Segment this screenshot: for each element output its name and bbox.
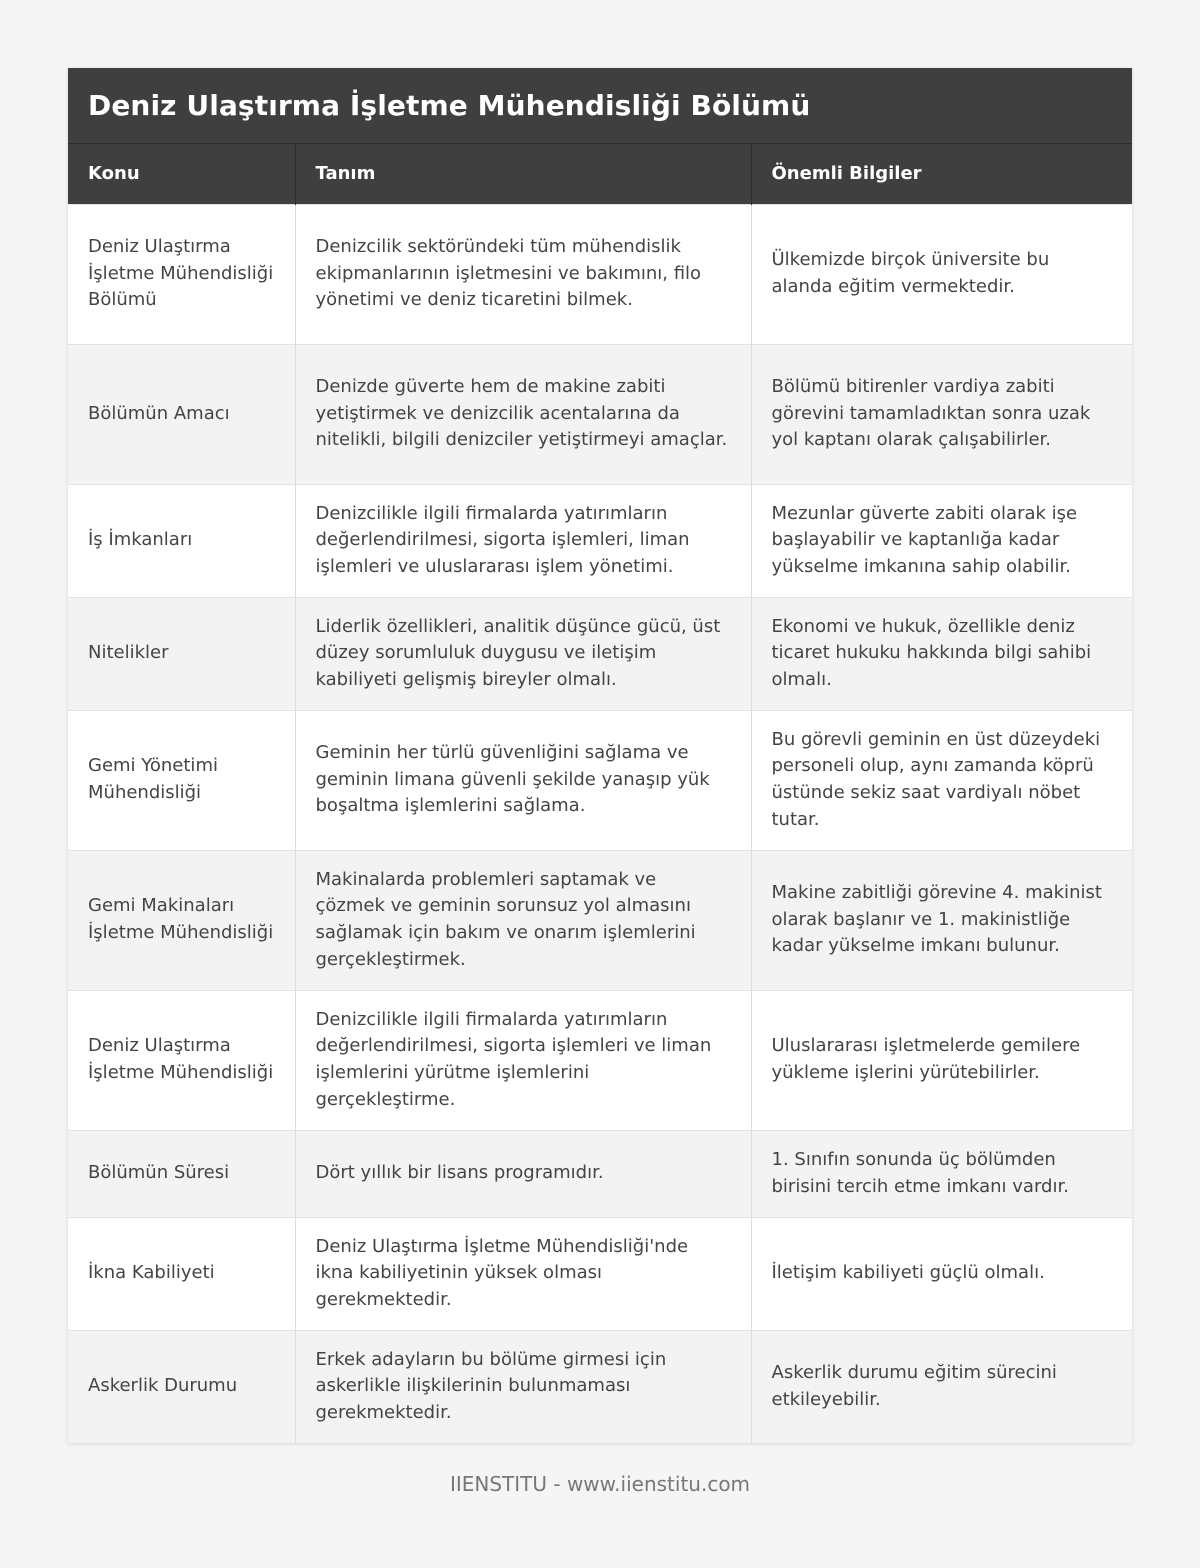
cell-bilgi: Ekonomi ve hukuk, özellikle deniz ticaret hukuku hakkında bilgi sahibi olmalı.: [751, 597, 1132, 710]
cell-bilgi: İletişim kabiliyeti güçlü olmalı.: [751, 1217, 1132, 1330]
column-header-tanim: Tanım: [295, 144, 751, 204]
cell-tanim: Geminin her türlü güvenliğini sağlama ve geminin limana güvenli şekilde yanaşıp yük boşaltma işlemlerini sağlama.: [295, 710, 751, 850]
cell-konu: Nitelikler: [68, 597, 295, 710]
cell-konu: Deniz Ulaştırma İşletme Mühendisliği Bölümü: [68, 204, 295, 344]
title-bar: [68, 68, 1132, 144]
column-header-onemli-bilgiler: Önemli Bilgiler: [751, 144, 1132, 204]
cell-tanim: Deniz Ulaştırma İşletme Mühendisliği'nde ikna kabiliyetinin yüksek olması gerekmektedir.: [295, 1217, 751, 1330]
cell-bilgi: Uluslararası işletmelerde gemilere yükleme işlerini yürütebilirler.: [751, 990, 1132, 1130]
column-header-konu: Konu: [68, 144, 295, 204]
table-row: [68, 1130, 1132, 1217]
cell-konu: Deniz Ulaştırma İşletme Mühendisliği: [68, 990, 295, 1130]
cell-tanim: Denizcilikle ilgili firmalarda yatırımların değerlendirilmesi, sigorta işlemleri ve liman işlemlerini yürütme işlemlerini gerçekleştirme.: [295, 990, 751, 1130]
table-row: [68, 850, 1132, 990]
table-row: [68, 710, 1132, 850]
cell-tanim: Denizcilikle ilgili firmalarda yatırımların değerlendirilmesi, sigorta işlemleri, liman işlemleri ve uluslararası işlem yönetimi.: [295, 484, 751, 597]
cell-konu: Bölümün Amacı: [68, 344, 295, 484]
cell-tanim: Dört yıllık bir lisans programıdır.: [295, 1130, 751, 1217]
table-row: [68, 990, 1132, 1130]
cell-bilgi: Ülkemizde birçok üniversite bu alanda eğitim vermektedir.: [751, 204, 1132, 344]
info-card: [68, 68, 1132, 1443]
info-table: [68, 144, 1132, 1443]
cell-bilgi: Bölümü bitirenler vardiya zabiti görevini tamamladıktan sonra uzak yol kaptanı olarak çalışabilirler.: [751, 344, 1132, 484]
footer-credit: IIENSTITU - www.iienstitu.com: [449, 1472, 751, 1496]
table-row: [68, 1217, 1132, 1330]
table-row: [68, 1330, 1132, 1443]
cell-tanim: Denizde güverte hem de makine zabiti yetiştirmek ve denizcilik acentalarına da nitelikli, bilgili denizciler yetiştirmeyi amaçlar.: [295, 344, 751, 484]
table-row: [68, 204, 1132, 344]
cell-tanim: Denizcilik sektöründeki tüm mühendislik ekipmanlarının işletmesini ve bakımını, filo yönetimi ve deniz ticaretini bilmek.: [295, 204, 751, 344]
cell-konu: Askerlik Durumu: [68, 1330, 295, 1443]
table-header-row: [68, 144, 1132, 204]
cell-bilgi: Askerlik durumu eğitim sürecini etkileyebilir.: [751, 1330, 1132, 1443]
cell-bilgi: Mezunlar güverte zabiti olarak işe başlayabilir ve kaptanlığa kadar yükselme imkanına sahip olabilir.: [751, 484, 1132, 597]
page-title: Deniz Ulaştırma İşletme Mühendisliği Bölümü: [88, 89, 811, 122]
cell-tanim: Liderlik özellikleri, analitik düşünce gücü, üst düzey sorumluluk duygusu ve iletişim kabiliyeti gelişmiş bireyler olmalı.: [295, 597, 751, 710]
cell-bilgi: Bu görevli geminin en üst düzeydeki personeli olup, aynı zamanda köprü üstünde sekiz saat vardiyalı nöbet tutar.: [751, 710, 1132, 850]
cell-konu: İş İmkanları: [68, 484, 295, 597]
cell-tanim: Makinalarda problemleri saptamak ve çözmek ve geminin sorunsuz yol almasını sağlamak için bakım ve onarım işlemlerini gerçekleştirmek.: [295, 850, 751, 990]
cell-tanim: Erkek adayların bu bölüme girmesi için askerlikle ilişkilerinin bulunmaması gerekmektedir.: [295, 1330, 751, 1443]
cell-konu: Bölümün Süresi: [68, 1130, 295, 1217]
cell-bilgi: Makine zabitliği görevine 4. makinist olarak başlanır ve 1. makinistliğe kadar yükselme imkanı bulunur.: [751, 850, 1132, 990]
table-row: [68, 344, 1132, 484]
table-row: [68, 484, 1132, 597]
cell-konu: Gemi Yönetimi Mühendisliği: [68, 710, 295, 850]
table-row: [68, 597, 1132, 710]
cell-konu: İkna Kabiliyeti: [68, 1217, 295, 1330]
cell-konu: Gemi Makinaları İşletme Mühendisliği: [68, 850, 295, 990]
cell-bilgi: 1. Sınıfın sonunda üç bölümden birisini tercih etme imkanı vardır.: [751, 1130, 1132, 1217]
